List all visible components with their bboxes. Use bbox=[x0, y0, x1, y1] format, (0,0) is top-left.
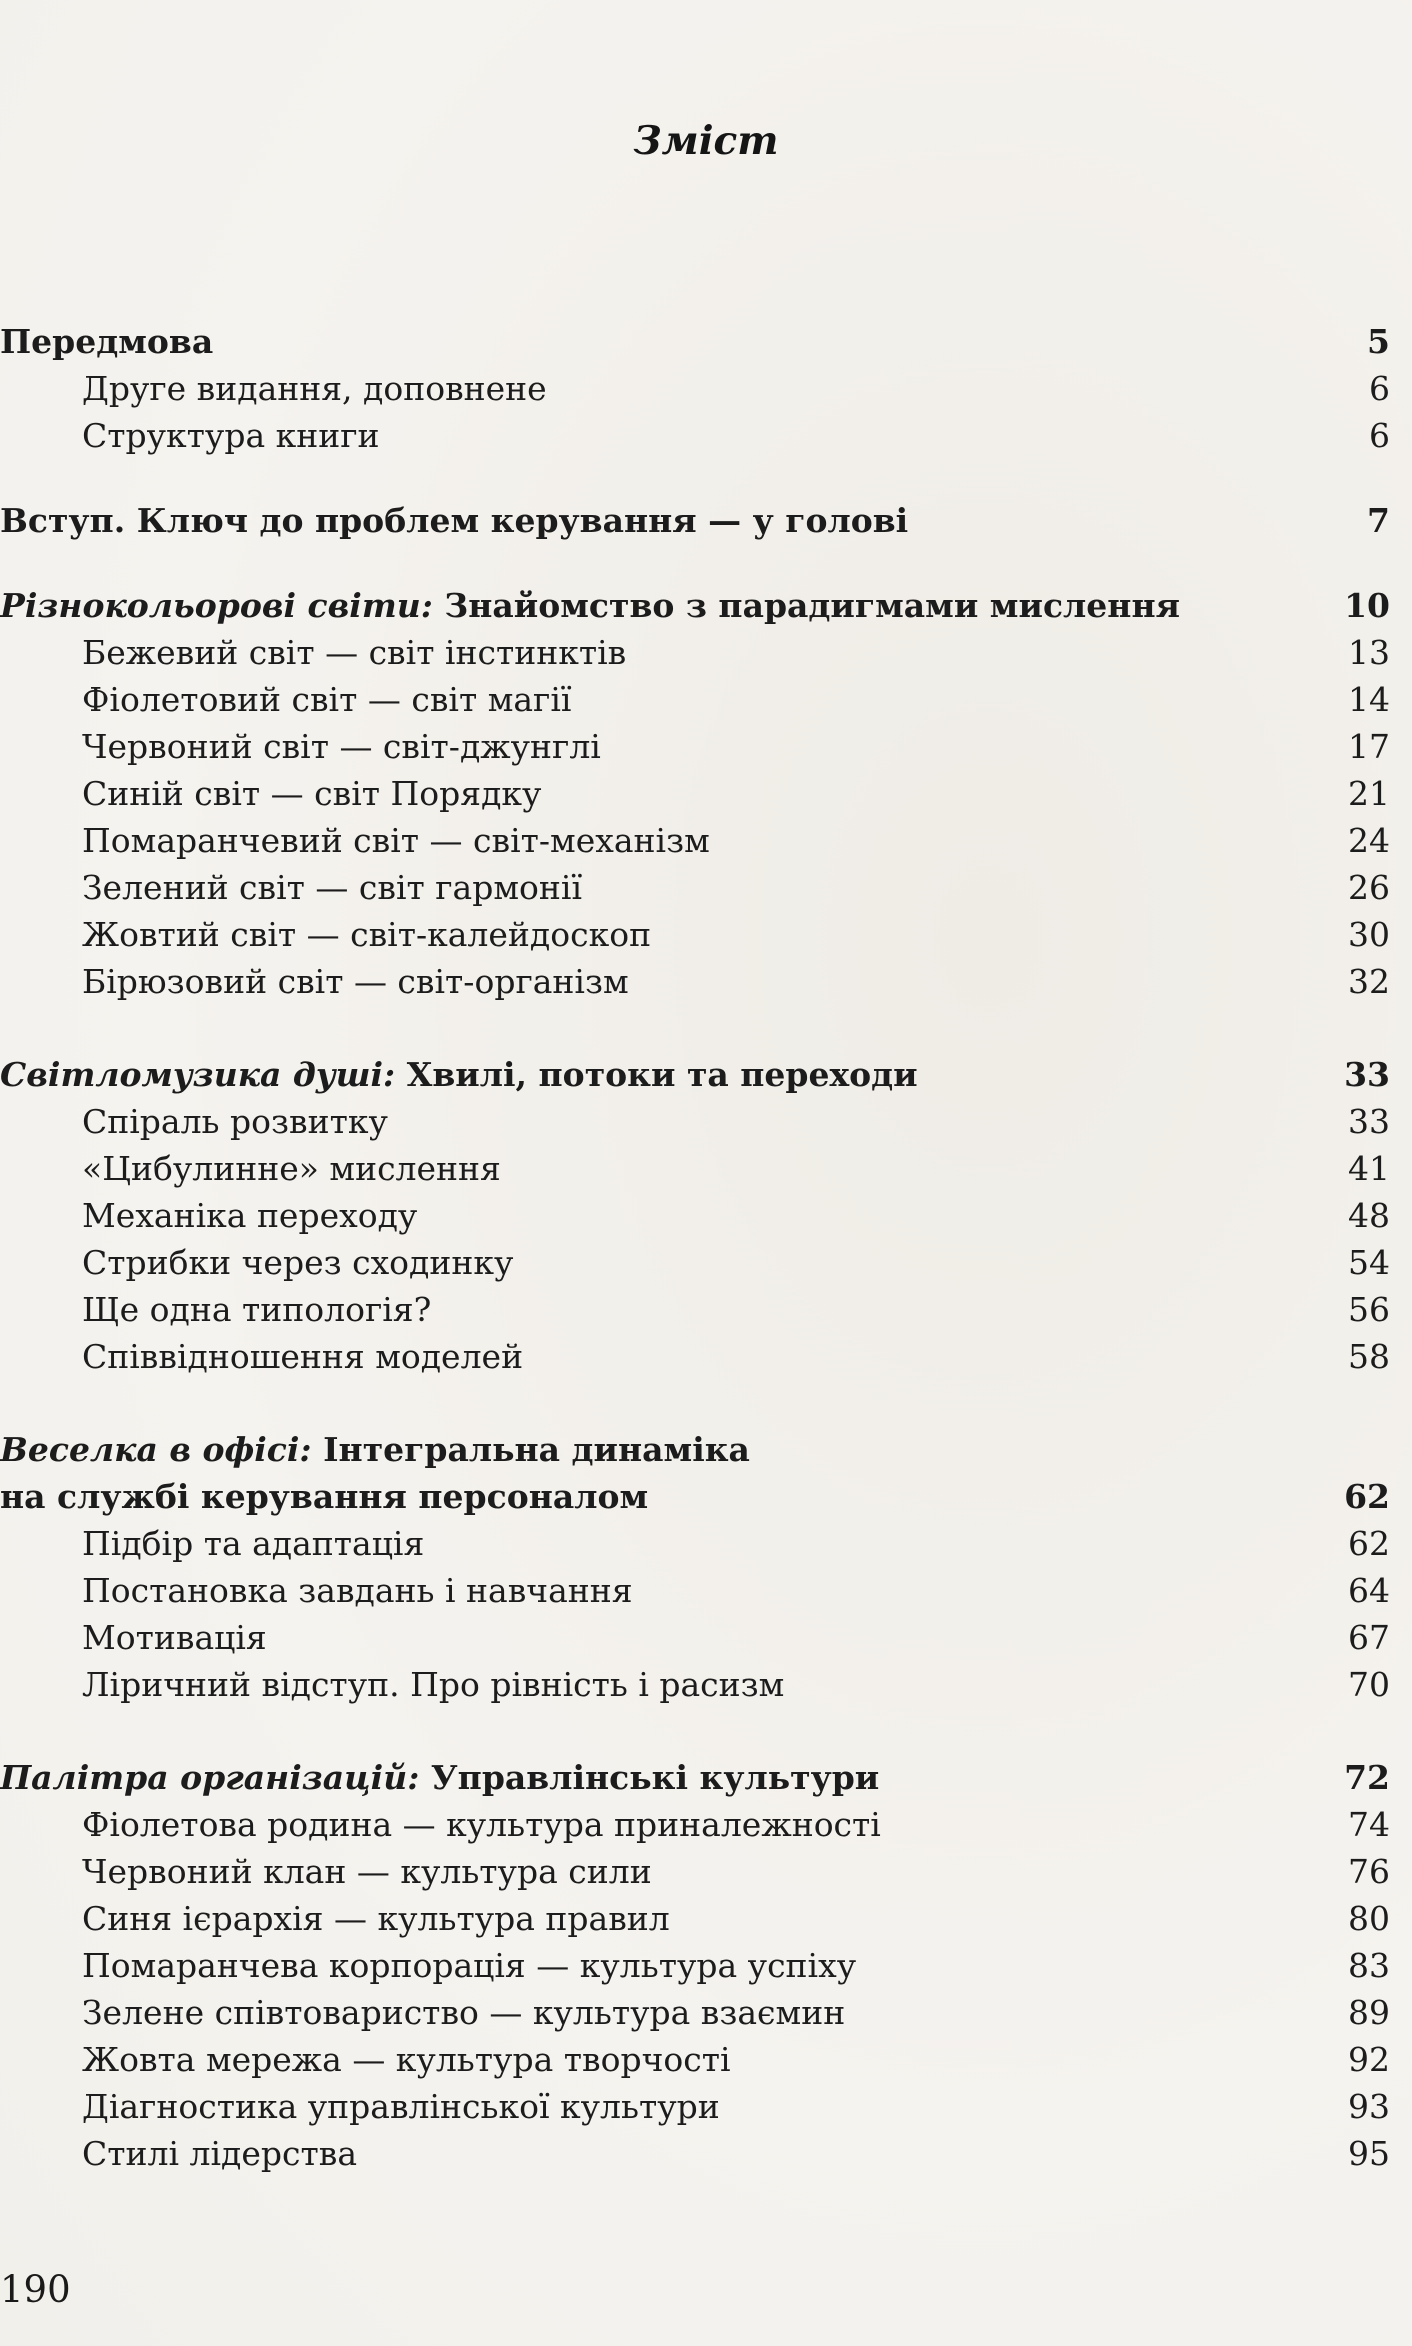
toc-entry-text: Фіолетова родина — культура приналежності bbox=[82, 1805, 881, 1844]
toc-entry bbox=[0, 817, 1390, 864]
toc-section bbox=[0, 582, 1390, 1005]
toc-entry bbox=[0, 1333, 1390, 1380]
toc-entry-text: Спіраль розвитку bbox=[82, 1102, 388, 1141]
toc-section bbox=[0, 1051, 1390, 1380]
toc-entry-text: Помаранчева корпорація — культура успіху bbox=[82, 1946, 857, 1985]
table-of-contents bbox=[0, 318, 1390, 2177]
toc-page-number: 93 bbox=[1348, 2087, 1390, 2126]
toc-page-number: 14 bbox=[1348, 680, 1390, 719]
toc-page-number: 6 bbox=[1369, 369, 1390, 408]
toc-page-number: 76 bbox=[1348, 1852, 1390, 1891]
toc-page-number: 62 bbox=[1348, 1524, 1390, 1563]
toc-page-number: 92 bbox=[1348, 2040, 1390, 2079]
toc-section bbox=[0, 497, 1390, 544]
toc-page-number: 83 bbox=[1348, 1946, 1390, 1985]
toc-entry-text: Синя ієрархія — культура правил bbox=[82, 1899, 670, 1938]
toc-heading bbox=[0, 1051, 1390, 1098]
toc-entry bbox=[0, 1989, 1390, 2036]
toc-page-number: 21 bbox=[1348, 774, 1390, 813]
toc-entry-text: «Цибулинне» мислення bbox=[82, 1149, 501, 1188]
toc-entry-text: Жовтий світ — світ-калейдоскоп bbox=[82, 915, 652, 954]
toc-entry-text: Фіолетовий світ — світ магії bbox=[82, 680, 572, 719]
toc-entry-text: Червоний світ — світ-джунглі bbox=[82, 727, 601, 766]
toc-entry-text: Структура книги bbox=[82, 416, 380, 455]
toc-page-number: 33 bbox=[1344, 1055, 1390, 1094]
toc-entry-text: Зелене співтовариство — культура взаємин bbox=[82, 1993, 846, 2032]
toc-page-number: 67 bbox=[1348, 1618, 1390, 1657]
toc-entry bbox=[0, 1895, 1390, 1942]
toc-page-number: 5 bbox=[1367, 322, 1390, 361]
toc-page-number: 95 bbox=[1348, 2134, 1390, 2173]
toc-entry bbox=[0, 1801, 1390, 1848]
toc-entry-text: Співвідношення моделей bbox=[82, 1337, 524, 1376]
toc-heading-text: Передмова bbox=[0, 322, 214, 361]
toc-entry-text: Постановка завдань і навчання bbox=[82, 1571, 633, 1610]
toc-entry bbox=[0, 958, 1390, 1005]
toc-entry bbox=[0, 2036, 1390, 2083]
toc-page-number: 48 bbox=[1348, 1196, 1390, 1235]
toc-entry bbox=[0, 629, 1390, 676]
toc-entry-text: Підбір та адаптація bbox=[82, 1524, 425, 1563]
toc-entry bbox=[0, 1098, 1390, 1145]
toc-heading-text-line2: на службі керування персоналом bbox=[0, 1477, 649, 1516]
toc-page-number: 89 bbox=[1348, 1993, 1390, 2032]
toc-entry bbox=[0, 412, 1390, 459]
toc-entry-text: Бежевий світ — світ інстинктів bbox=[82, 633, 627, 672]
toc-entry bbox=[0, 1239, 1390, 1286]
toc-page-number: 10 bbox=[1344, 586, 1390, 625]
toc-entry-text: Мотивація bbox=[82, 1618, 267, 1657]
toc-entry bbox=[0, 1567, 1390, 1614]
toc-page-number: 33 bbox=[1348, 1102, 1390, 1141]
toc-page-number: 56 bbox=[1348, 1290, 1390, 1329]
toc-heading-italic: Світломузика душі: bbox=[0, 1055, 396, 1094]
toc-heading bbox=[0, 497, 1390, 544]
toc-entry-text: Зелений світ — світ гармонії bbox=[82, 868, 582, 907]
toc-page-number: 17 bbox=[1348, 727, 1390, 766]
toc-entry bbox=[0, 723, 1390, 770]
toc-entry bbox=[0, 770, 1390, 817]
toc-entry-text: Помаранчевий світ — світ-механізм bbox=[82, 821, 710, 860]
toc-page-number: 62 bbox=[1344, 1477, 1390, 1516]
toc-heading-italic: Різнокольорові світи: bbox=[0, 586, 433, 625]
toc-entry-text: Діагностика управлінської культури bbox=[82, 2087, 720, 2126]
toc-heading bbox=[0, 318, 1390, 365]
toc-heading bbox=[0, 582, 1390, 629]
toc-entry bbox=[0, 1145, 1390, 1192]
toc-page-number: 6 bbox=[1369, 416, 1390, 455]
toc-page-number: 58 bbox=[1348, 1337, 1390, 1376]
toc-entry bbox=[0, 1192, 1390, 1239]
toc-entry bbox=[0, 1286, 1390, 1333]
toc-page-number: 30 bbox=[1348, 915, 1390, 954]
toc-entry-text: Ліричний відступ. Про рівність і расизм bbox=[82, 1665, 785, 1704]
toc-heading-text: Вступ. Ключ до проблем керування — у голові bbox=[0, 501, 909, 540]
toc-entry bbox=[0, 864, 1390, 911]
toc-entry bbox=[0, 1614, 1390, 1661]
toc-heading-text: Інтегральна динаміка bbox=[311, 1430, 750, 1469]
toc-page-number: 24 bbox=[1348, 821, 1390, 860]
toc-page-number: 7 bbox=[1367, 501, 1390, 540]
page-number: 190 bbox=[0, 2268, 71, 2311]
toc-section bbox=[0, 1754, 1390, 2177]
toc-entry bbox=[0, 365, 1390, 412]
toc-heading bbox=[0, 1426, 1390, 1473]
toc-heading-text: Управлінські культури bbox=[419, 1758, 880, 1797]
toc-page-number: 74 bbox=[1348, 1805, 1390, 1844]
toc-entry-text: Стилі лідерства bbox=[82, 2134, 357, 2173]
toc-page-number: 64 bbox=[1348, 1571, 1390, 1610]
toc-heading bbox=[0, 1754, 1390, 1801]
toc-entry bbox=[0, 676, 1390, 723]
toc-page-number: 13 bbox=[1348, 633, 1390, 672]
toc-page-number: 32 bbox=[1348, 962, 1390, 1001]
toc-heading-italic: Веселка в офісі: bbox=[0, 1430, 312, 1469]
toc-section bbox=[0, 1426, 1390, 1708]
toc-entry bbox=[0, 1661, 1390, 1708]
toc-heading-continued bbox=[0, 1473, 1390, 1520]
toc-entry bbox=[0, 2083, 1390, 2130]
toc-entry bbox=[0, 1848, 1390, 1895]
toc-section bbox=[0, 318, 1390, 459]
toc-entry-text: Синій світ — світ Порядку bbox=[82, 774, 542, 813]
toc-heading-text: Знайомство з парадигмами мислення bbox=[432, 586, 1180, 625]
toc-page-number: 72 bbox=[1344, 1758, 1390, 1797]
toc-entry bbox=[0, 2130, 1390, 2177]
toc-entry bbox=[0, 1942, 1390, 1989]
toc-heading-italic: Палітра організацій: bbox=[0, 1758, 420, 1797]
toc-entry-text: Ще одна типологія? bbox=[82, 1290, 432, 1329]
toc-heading-text: Хвилі, потоки та переходи bbox=[395, 1055, 918, 1094]
toc-entry-text: Жовта мережа — культура творчості bbox=[82, 2040, 731, 2079]
toc-page-number: 54 bbox=[1348, 1243, 1390, 1282]
toc-page-number: 26 bbox=[1348, 868, 1390, 907]
toc-page-number: 70 bbox=[1348, 1665, 1390, 1704]
toc-entry-text: Стрибки через сходинку bbox=[82, 1243, 514, 1282]
toc-entry-text: Механіка переходу bbox=[82, 1196, 418, 1235]
page-title: Зміст bbox=[633, 118, 779, 164]
toc-entry-text: Друге видання, доповнене bbox=[82, 369, 547, 408]
toc-entry-text: Бірюзовий світ — світ-організм bbox=[82, 962, 629, 1001]
toc-page-number: 41 bbox=[1348, 1149, 1390, 1188]
toc-entry bbox=[0, 1520, 1390, 1567]
toc-page-number: 80 bbox=[1348, 1899, 1390, 1938]
toc-entry-text: Червоний клан — культура сили bbox=[82, 1852, 652, 1891]
toc-entry bbox=[0, 911, 1390, 958]
